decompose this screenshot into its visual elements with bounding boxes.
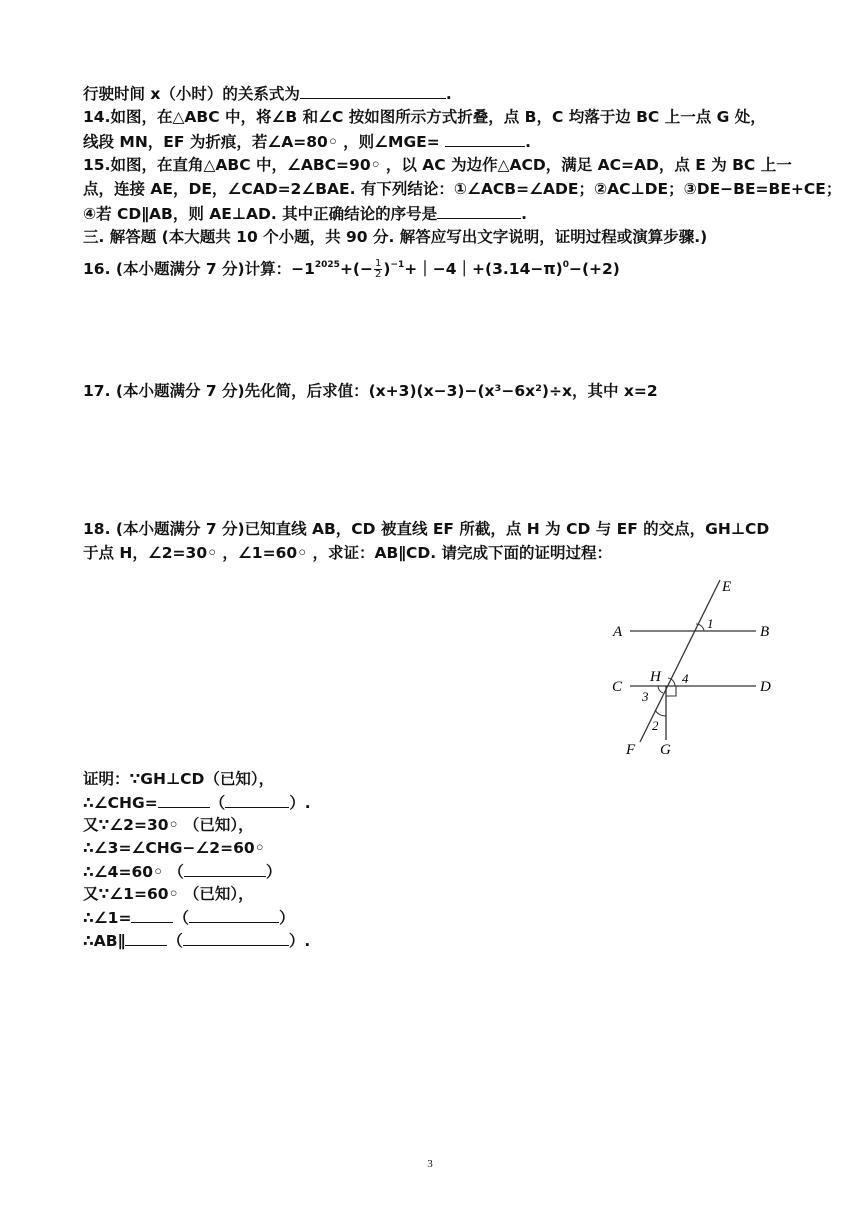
proof-text: ） (278, 909, 295, 927)
q15-line-3 (83, 202, 527, 225)
label-c: C (612, 679, 623, 695)
q16-text: +(− (339, 260, 373, 278)
proof-line-7 (83, 906, 294, 929)
q16-line (83, 254, 620, 280)
proof-line-4: ∴∠3=∠CHG−∠2=60◦ (83, 839, 265, 857)
answer-blank[interactable] (300, 82, 446, 99)
q16-text: −(+2) (568, 260, 620, 278)
proof-line-5 (83, 860, 281, 883)
reason-blank[interactable] (225, 791, 289, 808)
section-heading: 三. 解答题 (本大题共 10 个小题，共 90 分. 解答应写出文字说明，证明过程或演算步骤.) (83, 228, 708, 246)
label-b: B (760, 624, 770, 640)
exponent: 2025 (314, 260, 340, 270)
label-g: G (660, 742, 671, 758)
period: . (525, 133, 532, 151)
page-number: 3 (427, 1158, 433, 1170)
proof-line-2 (83, 791, 311, 814)
reason-blank[interactable] (183, 929, 289, 946)
proof-text: ）. (289, 794, 311, 812)
reason-blank[interactable] (189, 906, 279, 923)
label-h: H (650, 669, 661, 685)
proof-text: ∴∠4=60◦ （ (83, 863, 184, 881)
label-e: E (722, 579, 732, 595)
answer-blank[interactable] (158, 791, 210, 808)
exponent: 0 (562, 260, 569, 270)
fraction-numerator: 1 (375, 258, 382, 269)
fraction-denominator: 2 (375, 269, 382, 280)
angle-3-arc (658, 686, 663, 693)
answer-blank[interactable] (437, 202, 521, 219)
exponent: −1 (390, 260, 405, 270)
answer-blank[interactable] (131, 906, 173, 923)
proof-line-3: 又∵∠2=30◦ （已知）， (83, 816, 254, 834)
proof-text: ∴AB∥ (83, 932, 126, 950)
answer-blank[interactable] (125, 929, 167, 946)
proof-line-1: 证明：∵GH⊥CD（已知）， (83, 770, 275, 788)
proof-text: （ (167, 932, 183, 950)
proof-text: （ (173, 909, 189, 927)
q18-line-1: 18. (本小题满分 7 分)已知直线 AB，CD 被直线 EF 所截，点 H 为 CD 与 EF 的交点，GH⊥CD (83, 520, 770, 538)
q14-line-1: 14.如图，在△ABC 中，将∠B 和∠C 按如图所示方式折叠，点 B，C 均落于边 BC 上一点 G 处， (83, 108, 766, 126)
angle-label-2: 2 (652, 718, 659, 733)
q13-tail-line (83, 82, 452, 105)
q16-text: ) (383, 260, 391, 278)
angle-label-3: 3 (642, 689, 649, 704)
q16-text: 16. (本小题满分 7 分)计算：−1 (83, 260, 315, 278)
q17-line: 17. (本小题满分 7 分)先化简，后求值：(x+3)(x−3)−(x³−6x²)÷x，其中 x=2 (83, 382, 658, 400)
proof-text: （ (209, 794, 226, 812)
q15-line-3-text: ④若 CD∥AB，则 AE⊥AD. 其中正确结论的序号是 (83, 205, 438, 223)
angle-label-1: 1 (707, 616, 714, 631)
answer-blank[interactable] (445, 130, 525, 147)
proof-text: ∴∠CHG= (83, 794, 158, 812)
q15-line-1: 15.如图，在直角△ABC 中，∠ABC=90◦ ，以 AC 为边作△ACD，满足 AC=AD，点 E 为 BC 上一 (83, 156, 792, 174)
proof-line-8 (83, 929, 310, 952)
q13-tail-text: 行驶时间 x（小时）的关系式为 (83, 85, 300, 103)
label-f: F (626, 742, 636, 758)
q16-text: +｜−4｜+(3.14−π) (404, 260, 563, 278)
label-d: D (760, 679, 771, 695)
q14-line-2 (83, 130, 531, 153)
q14-line-2-text: 线段 MN，EF 为折痕，若∠A=80◦ ，则∠MGE= (83, 133, 440, 151)
q15-line-2: 点，连接 AE，DE，∠CAD=2∠BAE. 有下列结论：①∠ACB=∠ADE；②AC⊥DE；③DE−BE=BE+CE； (83, 180, 842, 198)
period: . (521, 205, 528, 223)
fraction (374, 259, 382, 280)
period: . (445, 85, 452, 103)
proof-text: ∴∠1= (83, 909, 132, 927)
angle-label-4: 4 (682, 671, 689, 686)
q18-line-2: 于点 H，∠2=30◦ ，∠1=60◦ ，求证：AB∥CD. 请完成下面的证明过程： (83, 544, 613, 562)
proof-line-6: 又∵∠1=60◦ （已知）， (83, 885, 254, 903)
proof-text: ）. (288, 932, 311, 950)
label-a: A (613, 624, 623, 640)
reason-blank[interactable] (184, 860, 266, 877)
angle-2-arc (655, 710, 666, 716)
geometry-figure (600, 572, 800, 768)
proof-text: ） (265, 863, 282, 881)
